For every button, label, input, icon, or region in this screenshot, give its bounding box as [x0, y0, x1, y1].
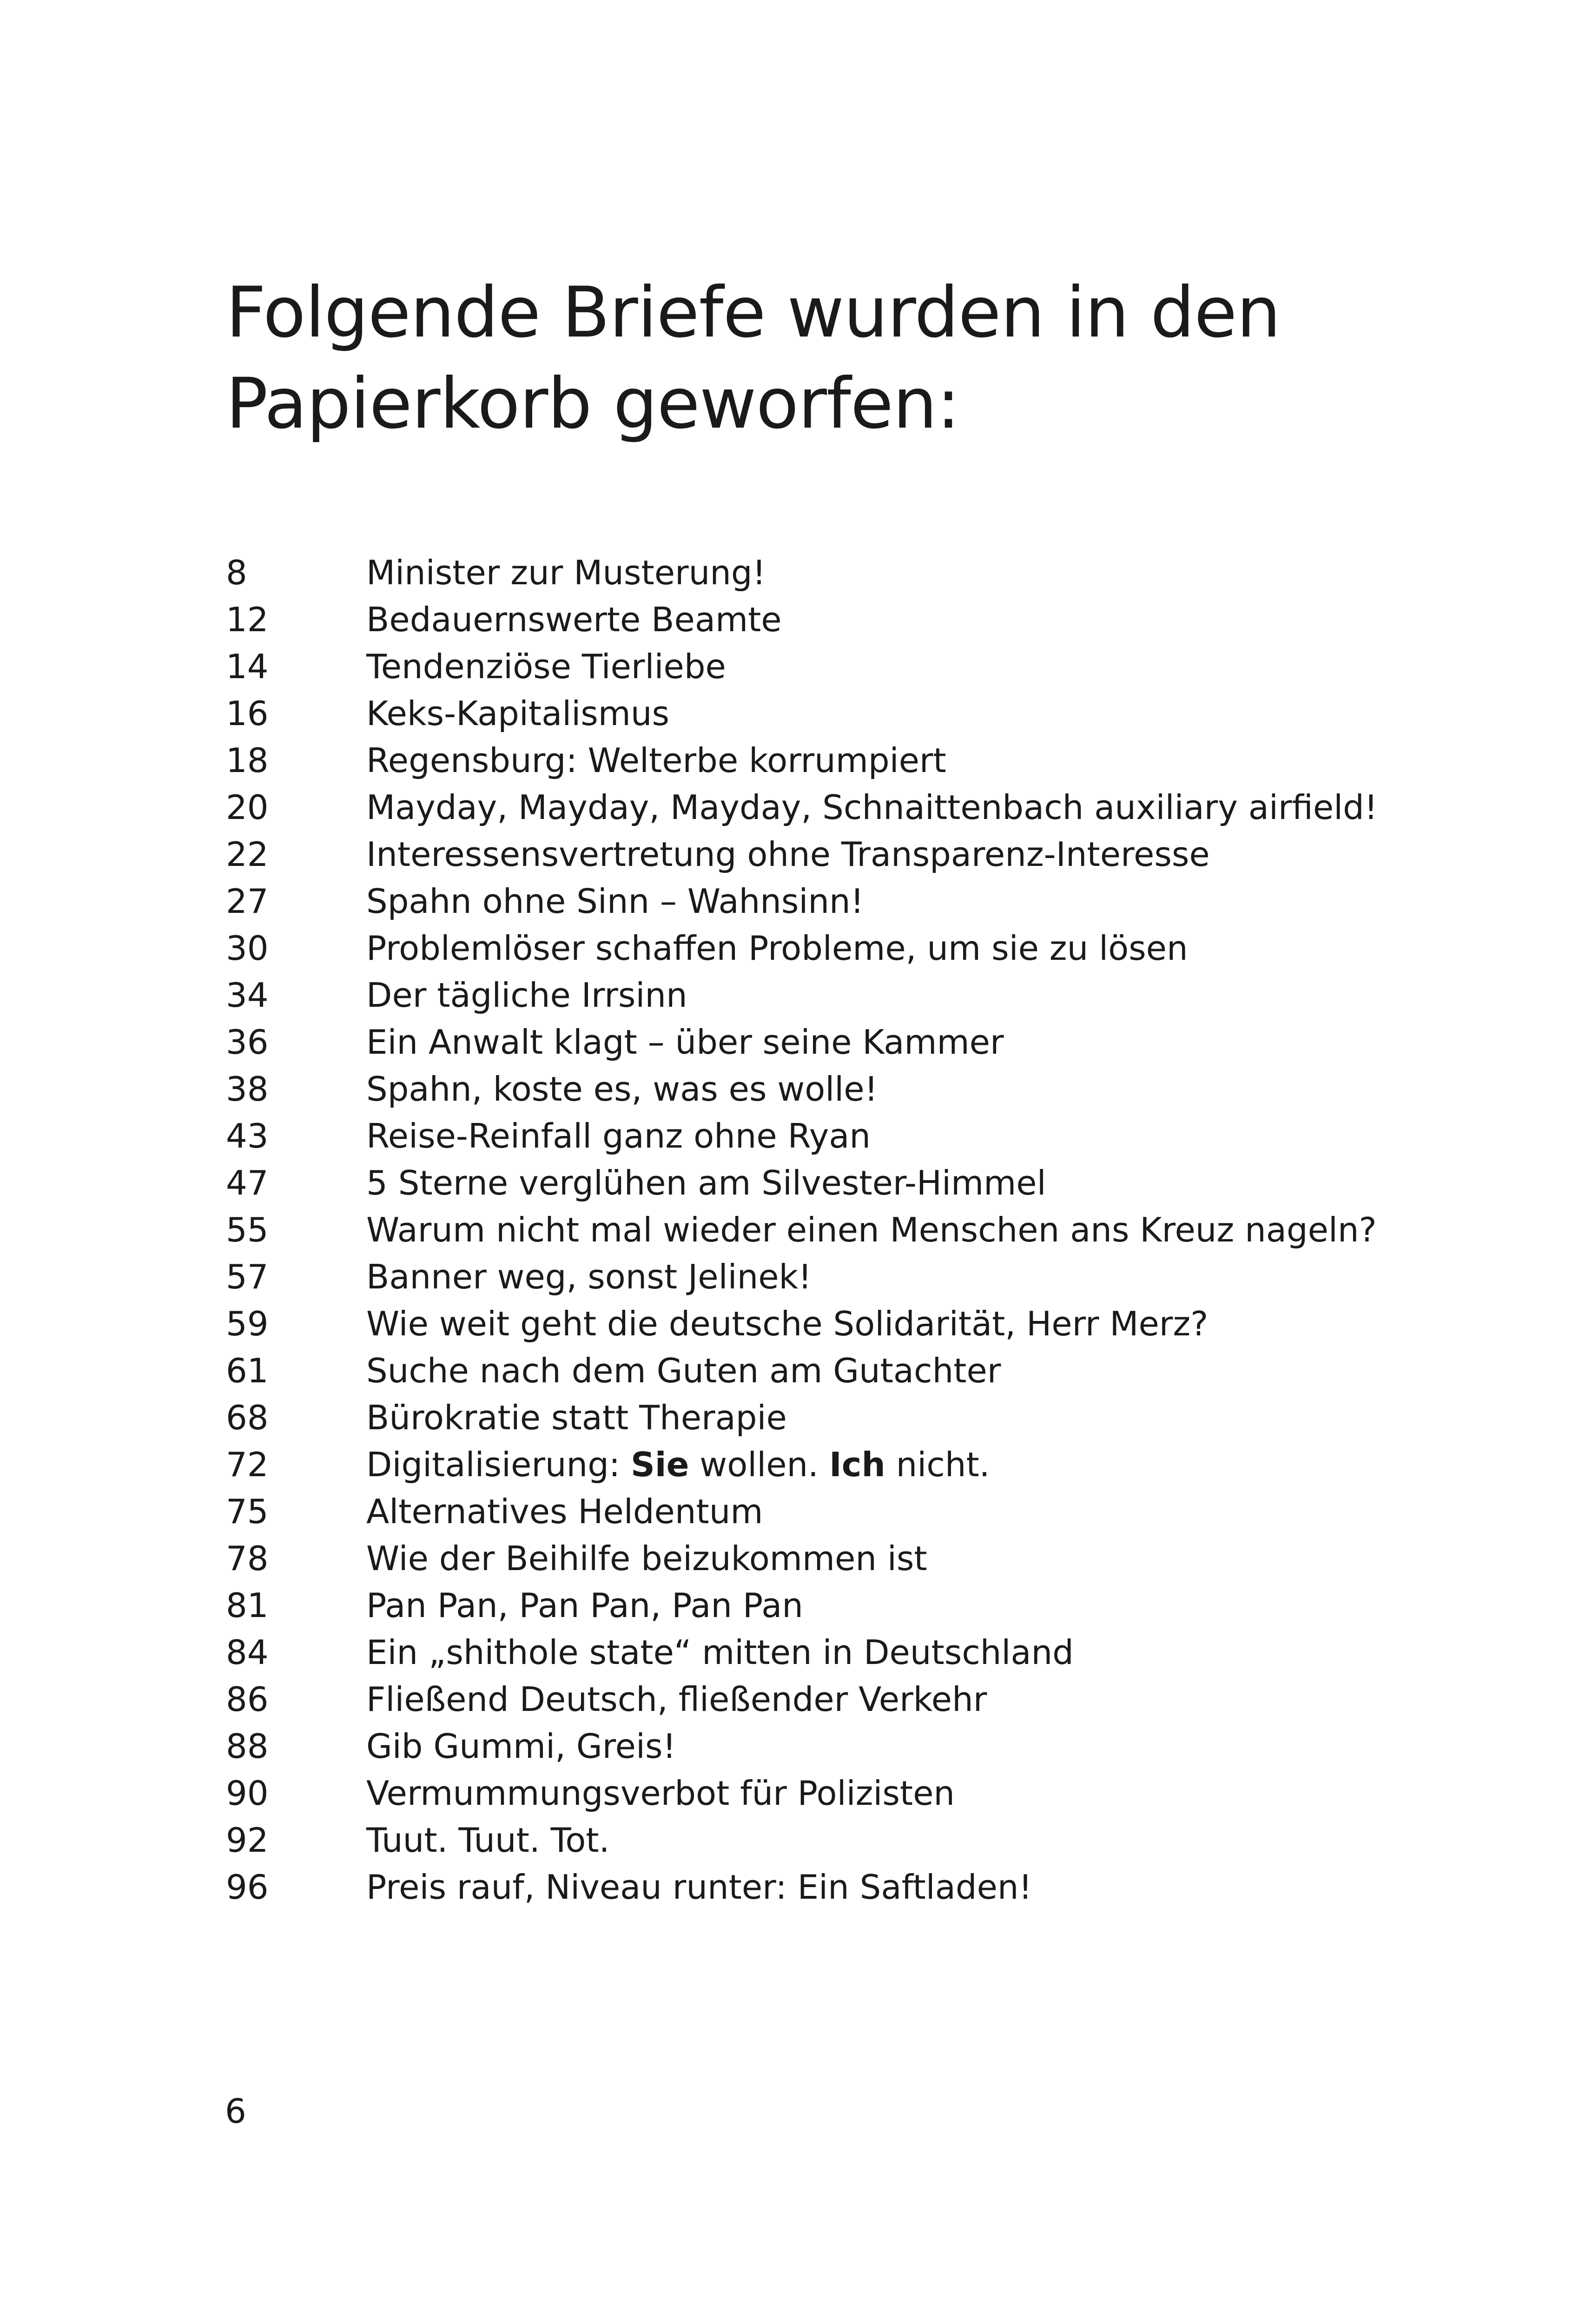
- toc-entry-title: Der tägliche Irrsinn: [366, 976, 687, 1015]
- page-number: 6: [225, 2092, 246, 2131]
- toc-entry-page: 47: [226, 1163, 269, 1202]
- toc-entry: [226, 1723, 1527, 1770]
- toc-title-emphasis: Ich: [829, 1445, 885, 1484]
- toc-entry: [226, 737, 1527, 784]
- toc-entry: [226, 549, 1527, 596]
- toc-entry: [226, 925, 1527, 972]
- toc-entry-title: Interessensvertretung ohne Transparenz-Interesse: [366, 835, 1210, 874]
- table-of-contents: [226, 549, 1527, 1911]
- toc-entry-title: Minister zur Musterung!: [366, 553, 766, 592]
- toc-entry-page: 16: [226, 694, 269, 733]
- toc-entry-page: 68: [226, 1398, 269, 1437]
- toc-entry: [226, 831, 1527, 878]
- toc-entry-title: Suche nach dem Guten am Gutachter: [366, 1351, 1001, 1390]
- toc-entry: [226, 1582, 1527, 1629]
- toc-entry-page: 78: [226, 1539, 269, 1578]
- toc-entry: [226, 972, 1527, 1019]
- toc-entry: [226, 1347, 1527, 1394]
- toc-entry: [226, 596, 1527, 643]
- toc-entry: [226, 1676, 1527, 1723]
- toc-entry-page: 18: [226, 741, 269, 780]
- toc-entry-page: 27: [226, 882, 269, 921]
- toc-entry-title: Bürokratie statt Therapie: [366, 1398, 787, 1437]
- toc-entry-page: 30: [226, 929, 269, 968]
- toc-entry-page: 8: [226, 553, 247, 592]
- toc-entry-page: 88: [226, 1727, 269, 1766]
- toc-entry-title: 5 Sterne verglühen am Silvester-Himmel: [366, 1163, 1046, 1202]
- toc-title-emphasis: Sie: [631, 1445, 689, 1484]
- toc-entry-page: 61: [226, 1351, 269, 1390]
- toc-entry-title: Reise-Reinfall ganz ohne Ryan: [366, 1116, 871, 1155]
- toc-entry-title: Pan Pan, Pan Pan, Pan Pan: [366, 1586, 803, 1625]
- toc-entry: [226, 1770, 1527, 1817]
- toc-entry-page: 75: [226, 1492, 269, 1531]
- toc-entry-page: 22: [226, 835, 269, 874]
- toc-entry-title: Ein „shithole state“ mitten in Deutschland: [366, 1633, 1074, 1672]
- toc-entry-page: 57: [226, 1257, 269, 1296]
- toc-entry-title: Bedauernswerte Beamte: [366, 600, 782, 639]
- toc-entry-title: Problemlöser schaffen Probleme, um sie zu lösen: [366, 929, 1188, 968]
- toc-entry-title: Wie der Beihilfe beizukommen ist: [366, 1539, 927, 1578]
- toc-title-part: nicht.: [885, 1445, 990, 1484]
- toc-entry-title: Spahn, koste es, was es wolle!: [366, 1070, 878, 1109]
- toc-entry-page: 38: [226, 1070, 269, 1109]
- toc-entry: [226, 1254, 1527, 1301]
- toc-entry-title: Regensburg: Welterbe korrumpiert: [366, 741, 946, 780]
- toc-entry-title: Warum nicht mal wieder einen Menschen ans Kreuz nageln?: [366, 1210, 1377, 1249]
- toc-entry-title: Wie weit geht die deutsche Solidarität, Herr Merz?: [366, 1304, 1209, 1343]
- toc-entry-title: Tendenziöse Tierliebe: [366, 647, 726, 686]
- toc-entry-page: 59: [226, 1304, 269, 1343]
- page-title: [226, 267, 1481, 449]
- toc-entry-page: 36: [226, 1023, 269, 1062]
- toc-entry: [226, 1394, 1527, 1441]
- toc-entry-page: 72: [226, 1445, 269, 1484]
- toc-entry-title: Ein Anwalt klagt – über seine Kammer: [366, 1023, 1004, 1062]
- toc-entry: [226, 1301, 1527, 1347]
- toc-entry-title: [366, 1441, 1527, 1488]
- toc-entry-page: 55: [226, 1210, 269, 1249]
- toc-entry: [226, 1441, 1527, 1488]
- toc-entry-page: 43: [226, 1116, 269, 1155]
- toc-entry-page: 81: [226, 1586, 269, 1625]
- toc-entry: [226, 643, 1527, 690]
- title-line-2: Papierkorb geworfen:: [226, 363, 960, 444]
- toc-entry-page: 90: [226, 1774, 269, 1813]
- toc-entry: [226, 1207, 1527, 1254]
- toc-entry: [226, 1864, 1527, 1911]
- toc-entry-title: Keks-Kapitalismus: [366, 694, 670, 733]
- toc-entry-page: 34: [226, 976, 269, 1015]
- toc-entry-page: 92: [226, 1821, 269, 1860]
- toc-entry-page: 86: [226, 1680, 269, 1719]
- toc-entry: [226, 1066, 1527, 1113]
- toc-entry-title: Mayday, Mayday, Mayday, Schnaittenbach auxiliary airfield!: [366, 788, 1378, 827]
- toc-entry-page: 96: [226, 1868, 269, 1907]
- toc-entry: [226, 1113, 1527, 1160]
- toc-entry: [226, 1160, 1527, 1207]
- toc-entry-title: Fließend Deutsch, fließender Verkehr: [366, 1680, 987, 1719]
- toc-entry-title: Vermummungsverbot für Polizisten: [366, 1774, 955, 1813]
- toc-entry-page: 14: [226, 647, 269, 686]
- toc-entry-page: 84: [226, 1633, 269, 1672]
- toc-entry-page: 12: [226, 600, 269, 639]
- toc-title-part: Digitalisierung:: [366, 1445, 631, 1484]
- title-line-1: Folgende Briefe wurden in den: [226, 272, 1281, 353]
- toc-entry: [226, 1629, 1527, 1676]
- toc-entry: [226, 1488, 1527, 1535]
- toc-entry: [226, 878, 1527, 925]
- toc-entry-title: Alternatives Heldentum: [366, 1492, 763, 1531]
- toc-entry-page: 20: [226, 788, 269, 827]
- toc-entry: [226, 1019, 1527, 1066]
- toc-entry-title: Gib Gummi, Greis!: [366, 1727, 676, 1766]
- toc-entry-title: Spahn ohne Sinn – Wahnsinn!: [366, 882, 864, 921]
- toc-entry-title: Tuut. Tuut. Tot.: [366, 1821, 610, 1860]
- toc-title-part: wollen.: [689, 1445, 829, 1484]
- toc-entry: [226, 1535, 1527, 1582]
- toc-entry-title: Preis rauf, Niveau runter: Ein Saftladen!: [366, 1868, 1032, 1907]
- toc-entry: [226, 784, 1527, 831]
- toc-entry: [226, 690, 1527, 737]
- toc-entry: [226, 1817, 1527, 1864]
- toc-entry-title: Banner weg, sonst Jelinek!: [366, 1257, 812, 1296]
